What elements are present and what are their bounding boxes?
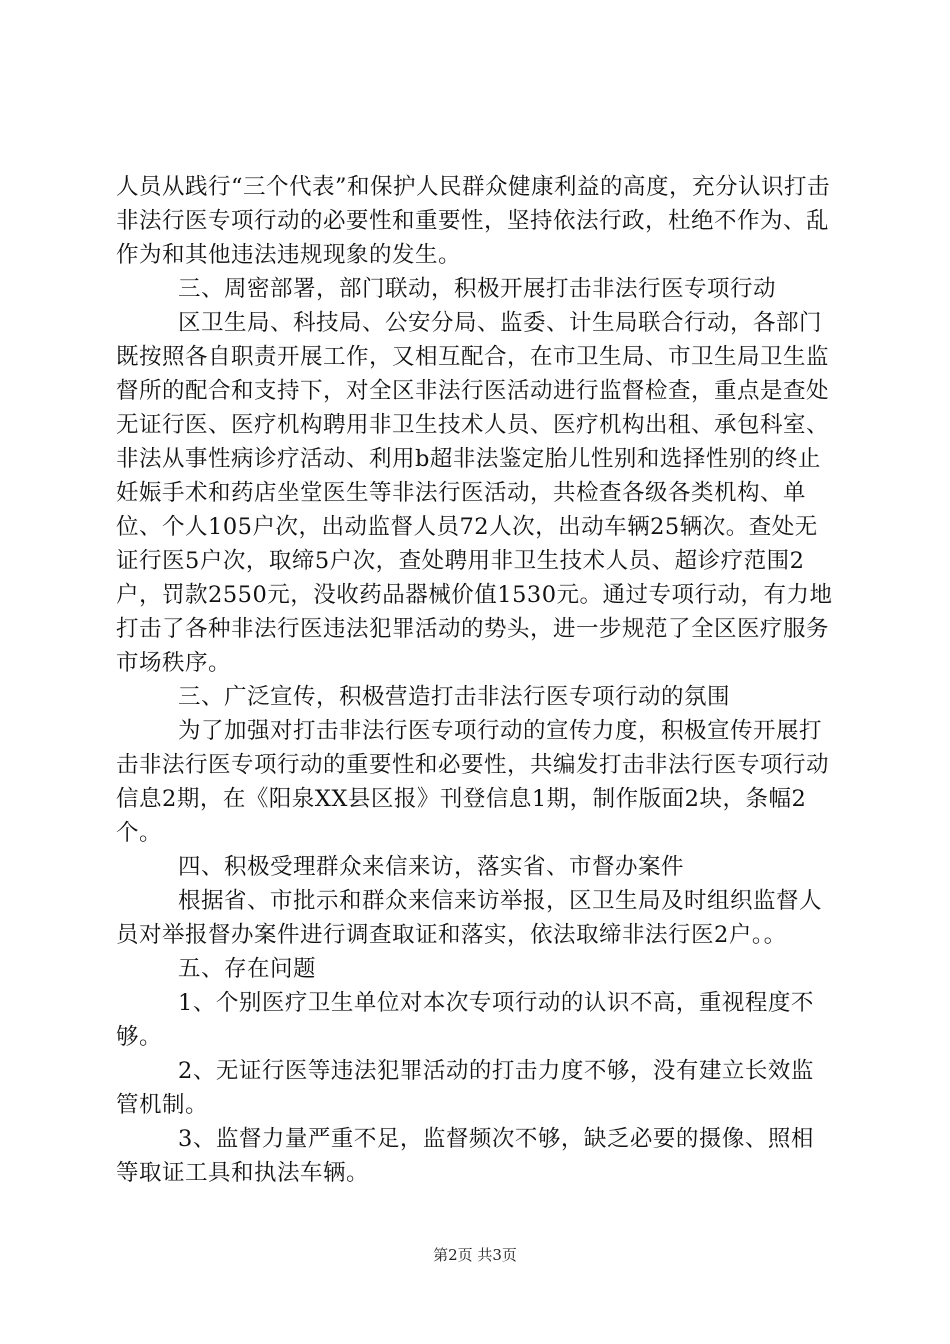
section-heading-deployment: 三、周密部署，部门联动，积极开展打击非法行医专项行动 (178, 276, 777, 302)
document-body (116, 170, 836, 1190)
paragraph-joint-action: 区卫生局、科技局、公安分局、监委、计生局联合行动，各部门既按照各自职责开展工作，又相互配合，在市卫生局、市卫生局卫生监督所的配合和支持下，对全区非法行医活动进行监督检查，重点是查处无证行医、医疗机构聘用非卫生技术人员、医疗机构出租、承包科室、非法从事性病诊疗活动、利用b超非法鉴定胎儿性别和选择性别的终止妊娠手术和药店坐堂医生等非法行医活动，共检查各级各类机构、单位、个人105户次，出动监督人员72人次，出动车辆25辆次。查处无证行医5户次，取缔5户次，查处聘用非卫生技术人员、超诊疗范围2户，罚款2550元，没收药品器械价值1530元。通过专项行动，有力地打击了各种非法行医违法犯罪活动的势头，进一步规范了全区医疗服务市场秩序。 (116, 310, 833, 676)
paragraph-intro: 人员从践行“三个代表”和保护人民群众健康利益的高度，充分认识打击非法行医专项行动的必要性和重要性，坚持依法行政，杜绝不作为、乱作为和其他违法违规现象的发生。 (116, 174, 831, 268)
problem-item-3: 3、监督力量严重不足，监督频次不够，缺乏必要的摄像、照相等取证工具和执法车辆。 (116, 1126, 814, 1186)
paragraph-complaints: 根据省、市批示和群众来信来访举报，区卫生局及时组织监督人员对举报督办案件进行调查取证和落实，依法取缔非法行医2户。。 (116, 888, 823, 948)
paragraph-publicity: 为了加强对打击非法行医专项行动的宣传力度，积极宣传开展打击非法行医专项行动的重要性和必要性，共编发打击非法行医专项行动信息2期，在《阳泉XX县区报》刊登信息1期，制作版面2块，条幅2个。 (116, 718, 830, 846)
section-heading-complaints: 四、积极受理群众来信来访，落实省、市督办案件 (178, 854, 685, 880)
section-heading-problems: 五、存在问题 (178, 956, 317, 982)
page-footer: 第2页 共3页 (433, 1246, 517, 1264)
section-heading-publicity: 三、广泛宣传，积极营造打击非法行医专项行动的氛围 (178, 684, 731, 710)
problem-item-2: 2、无证行医等违法犯罪活动的打击力度不够，没有建立长效监管机制。 (116, 1058, 814, 1118)
problem-item-1: 1、个别医疗卫生单位对本次专项行动的认识不高，重视程度不够。 (116, 990, 814, 1050)
